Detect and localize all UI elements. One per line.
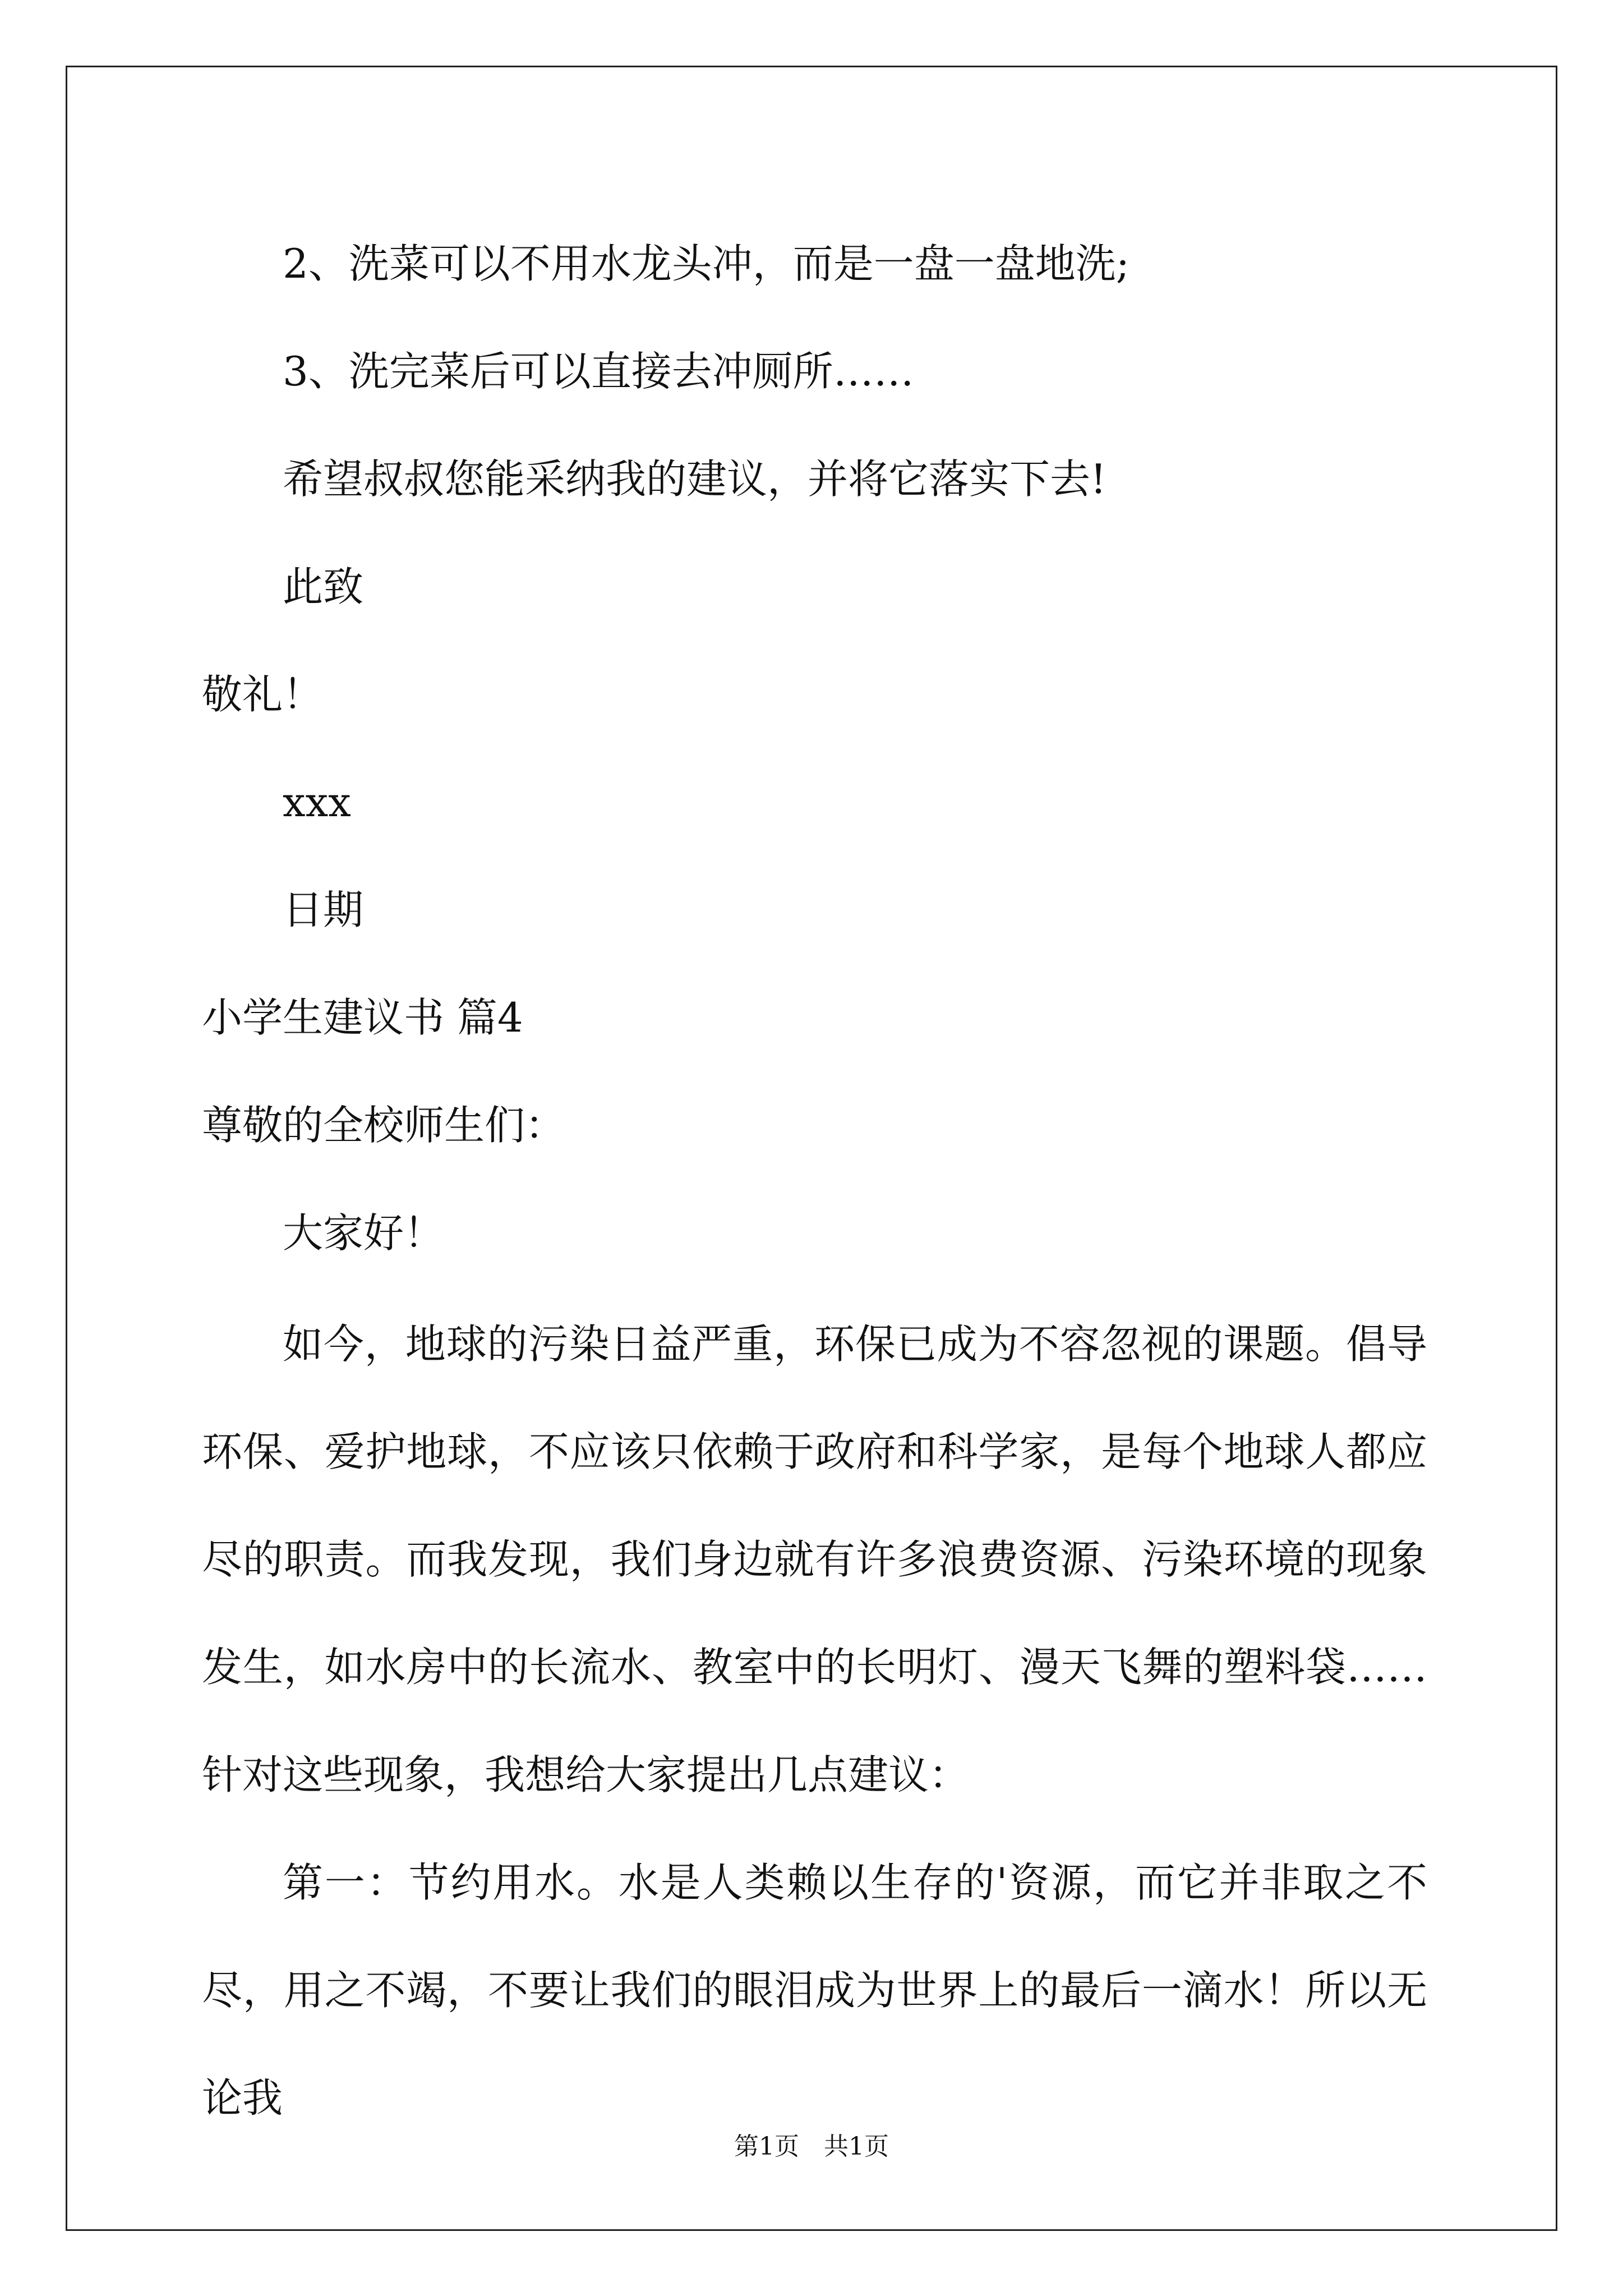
date: 日期 <box>283 886 364 933</box>
body-paragraph-2: 第一：节约用水。水是人类赖以生存的'资源，而它并非取之不尽，用之不竭，不要让我们的眼泪成为世界上的最后一滴水！所以无论我 <box>202 1859 1427 2122</box>
closing-jingli: 敬礼！ <box>202 671 324 718</box>
list-item-3: 3、洗完菜后可以直接去冲厕所…… <box>283 348 914 395</box>
section-title: 小学生建议书 篇4 <box>202 994 523 1041</box>
closing-cizhi: 此致 <box>283 563 364 610</box>
body-paragraph-1: 如今，地球的污染日益严重，环保已成为不容忽视的课题。倡导环保、爱护地球，不应该只依赖于政府和科学家，是每个地球人都应尽的职责。而我发现，我们身边就有许多浪费资源、污染环境的现象发生，如水房中的长流水、教室中的长明灯、漫天飞舞的塑料袋……针对这些现象，我想给大家提出几点建议： <box>202 1320 1427 1798</box>
signature: xxx <box>283 779 351 826</box>
page-footer: 第1页 共1页 <box>734 2132 889 2161</box>
list-item-2: 2、洗菜可以不用水龙头冲，而是一盘一盘地洗; <box>283 240 1130 287</box>
document-body <box>202 213 1427 2152</box>
salutation: 尊敬的全校师生们： <box>202 1102 566 1149</box>
closing-hope: 希望叔叔您能采纳我的建议，并将它落实下去! <box>283 455 1106 503</box>
greeting: 大家好！ <box>283 1209 445 1257</box>
